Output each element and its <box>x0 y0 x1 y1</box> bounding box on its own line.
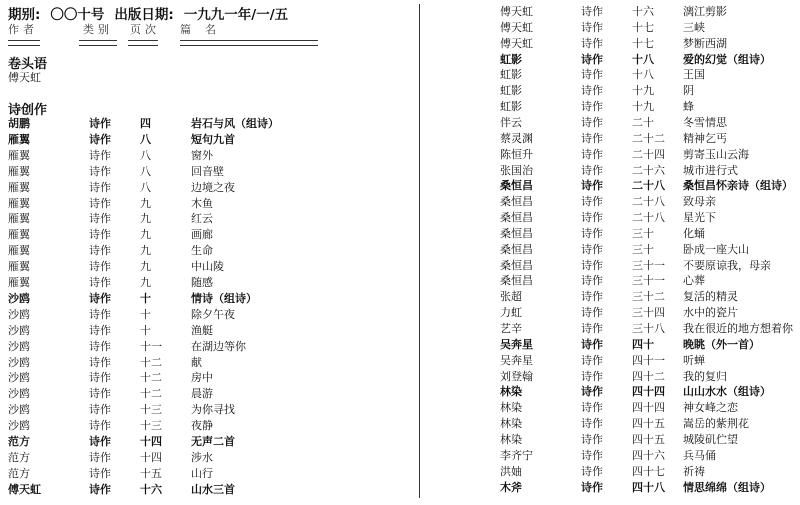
row-page: 四十五 <box>632 432 665 446</box>
row-title: 桑恒昌怀亲诗（组诗） <box>683 179 793 193</box>
row-type: 诗作 <box>89 419 111 433</box>
row-title: 渔艇 <box>191 323 213 337</box>
row-type: 诗作 <box>581 226 603 240</box>
column-divider <box>419 4 420 498</box>
row-author: 沙鸥 <box>8 339 30 353</box>
row-author: 张国治 <box>500 163 533 177</box>
section-intro-author: 傅天虹 <box>8 71 41 84</box>
row-page: 十二 <box>140 387 162 401</box>
row-author: 范方 <box>8 435 30 448</box>
row-title: 祈祷 <box>683 464 705 478</box>
table-row <box>8 180 413 196</box>
row-type: 诗作 <box>89 403 111 417</box>
row-author: 刘登翰 <box>500 369 533 383</box>
row-title: 山水三首 <box>191 482 235 496</box>
row-page: 十二 <box>140 371 162 385</box>
row-author: 虹影 <box>500 84 522 98</box>
row-title: 画廊 <box>191 228 213 242</box>
row-author: 傅天虹 <box>500 5 533 18</box>
row-type: 诗作 <box>581 195 603 209</box>
row-type: 诗作 <box>89 132 111 146</box>
row-title: 为你寻找 <box>191 403 235 417</box>
date-label: 出版日期: <box>114 7 174 23</box>
row-title: 回音壁 <box>191 164 224 178</box>
row-title: 我的复归 <box>683 369 727 383</box>
row-author: 范方 <box>8 450 30 464</box>
header-title: 篇名 <box>180 23 230 36</box>
row-author: 胡鹏 <box>8 117 30 130</box>
table-row <box>500 194 800 210</box>
row-title: 神女峰之恋 <box>683 401 738 415</box>
row-author: 吴奔星 <box>500 337 533 351</box>
row-page: 十二 <box>140 355 162 369</box>
table-row <box>8 116 413 132</box>
row-author: 雁翼 <box>8 132 30 146</box>
table-row <box>500 36 800 52</box>
table-row <box>8 323 413 339</box>
row-title: 王国 <box>683 68 705 82</box>
row-page: 十四 <box>140 435 162 448</box>
rule-page <box>128 40 158 46</box>
table-row <box>500 67 800 83</box>
row-page: 三十八 <box>632 322 665 335</box>
row-page: 三十二 <box>632 290 665 304</box>
row-author: 陈恒升 <box>500 147 533 161</box>
row-page: 二十 <box>632 115 654 129</box>
row-page: 三十一 <box>632 258 665 272</box>
row-page: 十六 <box>140 482 162 496</box>
row-title: 嵩岳的紫荆花 <box>683 417 749 431</box>
row-title: 水中的瓷片 <box>683 306 738 320</box>
row-title: 兵马俑 <box>683 448 716 462</box>
row-type: 诗作 <box>89 244 111 258</box>
row-author: 桑恒昌 <box>500 258 533 272</box>
row-page: 三十 <box>632 242 654 256</box>
row-type: 诗作 <box>581 211 603 225</box>
row-type: 诗作 <box>89 164 111 178</box>
table-row <box>8 164 413 180</box>
row-author: 伴云 <box>500 115 522 129</box>
row-author: 雁翼 <box>8 244 30 258</box>
row-author: 李齐宁 <box>500 448 533 462</box>
row-page: 十 <box>140 291 151 305</box>
table-row <box>8 450 413 466</box>
row-type: 诗作 <box>581 258 603 272</box>
table-row <box>500 464 800 480</box>
row-page: 三十一 <box>632 274 665 288</box>
row-title: 城陵矶伫望 <box>683 432 738 446</box>
row-title: 爱的幻觉（组诗） <box>683 52 771 66</box>
row-page: 十八 <box>632 68 654 82</box>
row-page: 四十六 <box>632 448 665 462</box>
row-type: 诗作 <box>89 466 111 480</box>
table-row <box>8 307 413 323</box>
row-type: 诗作 <box>581 163 603 177</box>
table-row <box>500 52 800 68</box>
row-author: 傅天虹 <box>8 482 41 496</box>
table-row <box>500 305 800 321</box>
row-type: 诗作 <box>89 212 111 226</box>
table-row <box>500 210 800 226</box>
table-row <box>8 339 413 355</box>
row-type: 诗作 <box>89 228 111 242</box>
row-author: 桑恒昌 <box>500 195 533 209</box>
header-page: 页次 <box>130 23 160 36</box>
row-type: 诗作 <box>581 290 603 304</box>
row-author: 沙鸥 <box>8 307 30 321</box>
row-type: 诗作 <box>581 20 603 34</box>
section-poetry-title: 诗创作 <box>8 103 48 118</box>
row-page: 三十 <box>632 226 654 240</box>
row-type: 诗作 <box>581 179 603 193</box>
row-author: 桑恒昌 <box>500 211 533 225</box>
row-title: 夜静 <box>191 419 213 433</box>
row-page: 四 <box>140 117 151 130</box>
issue-header <box>8 3 298 23</box>
row-type: 诗作 <box>89 196 111 210</box>
row-page: 四十 <box>632 337 654 351</box>
row-author: 雁翼 <box>8 212 30 226</box>
table-row <box>500 432 800 448</box>
table-row <box>500 480 800 496</box>
table-row <box>8 227 413 243</box>
row-author: 傅天虹 <box>500 36 533 50</box>
row-author: 张超 <box>500 290 522 304</box>
table-row <box>500 147 800 163</box>
row-author: 雁翼 <box>8 196 30 210</box>
row-type: 诗作 <box>581 417 603 431</box>
row-author: 沙鸥 <box>8 291 30 305</box>
row-author: 吴奔星 <box>500 353 533 367</box>
table-row <box>500 258 800 274</box>
section-intro-title: 卷头语 <box>8 57 48 72</box>
row-type: 诗作 <box>89 387 111 401</box>
row-title: 卧成一座大山 <box>683 242 749 256</box>
row-title: 木鱼 <box>191 196 213 210</box>
row-title: 山行 <box>191 466 213 480</box>
row-title: 晨游 <box>191 387 213 401</box>
row-page: 八 <box>140 132 151 146</box>
rule-author <box>8 40 40 46</box>
row-page: 十八 <box>632 52 654 66</box>
row-type: 诗作 <box>89 339 111 353</box>
row-type: 诗作 <box>581 36 603 50</box>
row-type: 诗作 <box>581 115 603 129</box>
row-page: 九 <box>140 260 151 274</box>
row-page: 二十八 <box>632 195 665 209</box>
rule-title <box>180 40 318 46</box>
row-author: 虹影 <box>500 100 522 114</box>
row-page: 四十七 <box>632 464 665 478</box>
row-title: 涉水 <box>191 450 213 464</box>
row-title: 星光下 <box>683 211 716 225</box>
table-row <box>500 178 800 194</box>
row-title: 听蝉 <box>683 353 705 367</box>
row-title: 边境之夜 <box>191 180 235 194</box>
row-page: 四十四 <box>632 385 665 399</box>
row-type: 诗作 <box>89 482 111 496</box>
row-type: 诗作 <box>581 147 603 161</box>
table-row <box>500 384 800 400</box>
row-title: 情思绵绵（组诗） <box>683 480 771 494</box>
row-page: 十四 <box>140 450 162 464</box>
table-row <box>500 337 800 353</box>
row-title: 城市进行式 <box>683 163 738 177</box>
table-row <box>500 226 800 242</box>
row-type: 诗作 <box>581 448 603 462</box>
row-author: 艺辛 <box>500 322 522 335</box>
row-type: 诗作 <box>581 464 603 478</box>
row-title: 情诗（组诗） <box>191 291 257 305</box>
row-type: 诗作 <box>581 84 603 98</box>
row-page: 四十五 <box>632 417 665 431</box>
row-title: 山山水水（组诗） <box>683 385 771 399</box>
row-type: 诗作 <box>89 260 111 274</box>
table-row <box>500 4 800 20</box>
table-row <box>8 132 413 148</box>
row-title: 窗外 <box>191 148 213 162</box>
row-page: 八 <box>140 180 151 194</box>
row-title: 不要原谅我，母亲 <box>683 258 771 272</box>
row-title: 阴 <box>683 84 694 98</box>
table-row <box>500 131 800 147</box>
row-author: 沙鸥 <box>8 371 30 385</box>
row-page: 十九 <box>632 100 654 114</box>
table-row <box>8 386 413 402</box>
row-page: 十 <box>140 323 151 337</box>
row-page: 十五 <box>140 466 162 480</box>
row-title: 梦断西湖 <box>683 36 727 50</box>
row-author: 洪妯 <box>500 464 522 478</box>
issue-value: 〇〇十号 <box>50 7 105 23</box>
table-row <box>8 148 413 164</box>
row-page: 九 <box>140 244 151 258</box>
table-row <box>8 275 413 291</box>
row-type: 诗作 <box>89 307 111 321</box>
row-title: 在湖边等你 <box>191 339 246 353</box>
row-author: 范方 <box>8 466 30 480</box>
row-type: 诗作 <box>89 435 111 448</box>
table-row <box>8 259 413 275</box>
row-type: 诗作 <box>89 276 111 289</box>
row-type: 诗作 <box>581 52 603 66</box>
row-author: 木斧 <box>500 480 522 494</box>
row-title: 化蛹 <box>683 226 705 240</box>
row-page: 四十四 <box>632 401 665 415</box>
row-page: 九 <box>140 196 151 210</box>
row-title: 三峡 <box>683 20 705 34</box>
row-title: 复活的精灵 <box>683 290 738 304</box>
row-title: 蜂 <box>683 100 694 114</box>
row-page: 十六 <box>632 5 654 18</box>
row-page: 二十四 <box>632 147 665 161</box>
row-type: 诗作 <box>89 117 111 130</box>
row-author: 虹影 <box>500 68 522 82</box>
row-title: 我在很近的地方想着你 <box>683 322 793 335</box>
table-row <box>500 273 800 289</box>
row-type: 诗作 <box>581 385 603 399</box>
row-title: 晚眺（外一首） <box>683 337 760 351</box>
row-author: 沙鸥 <box>8 403 30 417</box>
table-row <box>500 163 800 179</box>
row-title: 红云 <box>191 212 213 226</box>
row-page: 十三 <box>140 419 162 433</box>
row-page: 四十八 <box>632 480 665 494</box>
row-page: 九 <box>140 276 151 289</box>
table-row <box>8 434 413 450</box>
row-author: 桑恒昌 <box>500 179 533 193</box>
row-page: 二十八 <box>632 179 665 193</box>
row-title: 中山陵 <box>191 260 224 274</box>
row-title: 生命 <box>191 244 213 258</box>
row-page: 十三 <box>140 403 162 417</box>
row-type: 诗作 <box>581 100 603 114</box>
rule-type <box>79 40 117 46</box>
row-page: 二十二 <box>632 131 665 145</box>
row-type: 诗作 <box>89 355 111 369</box>
row-author: 雁翼 <box>8 148 30 162</box>
row-author: 雁翼 <box>8 164 30 178</box>
row-type: 诗作 <box>581 306 603 320</box>
row-title: 心葬 <box>683 274 705 288</box>
row-page: 四十一 <box>632 353 665 367</box>
row-type: 诗作 <box>581 131 603 145</box>
row-type: 诗作 <box>581 337 603 351</box>
row-type: 诗作 <box>89 450 111 464</box>
table-row <box>8 402 413 418</box>
row-type: 诗作 <box>89 180 111 194</box>
row-author: 桑恒昌 <box>500 274 533 288</box>
row-page: 十九 <box>632 84 654 98</box>
row-type: 诗作 <box>581 432 603 446</box>
row-author: 力虹 <box>500 306 522 320</box>
table-row <box>8 370 413 386</box>
row-title: 除夕午夜 <box>191 307 235 321</box>
table-row <box>500 400 800 416</box>
table-row <box>500 321 800 337</box>
table-row <box>500 416 800 432</box>
row-type: 诗作 <box>89 323 111 337</box>
row-type: 诗作 <box>581 353 603 367</box>
date-value: 一九九一年/一/五 <box>183 7 289 23</box>
issue-label: 期别: <box>8 7 41 23</box>
row-page: 十七 <box>632 36 654 50</box>
table-row <box>8 291 413 307</box>
row-type: 诗作 <box>89 291 111 305</box>
table-row <box>500 99 800 115</box>
table-row <box>8 418 413 434</box>
table-row <box>8 243 413 259</box>
row-page: 十七 <box>632 20 654 34</box>
row-title: 房中 <box>191 371 213 385</box>
row-title: 致母亲 <box>683 195 716 209</box>
row-title: 献 <box>191 355 202 369</box>
row-title: 岩石与风（组诗） <box>191 117 279 130</box>
table-row <box>8 466 413 482</box>
header-author: 作者 <box>8 23 38 36</box>
row-type: 诗作 <box>581 401 603 415</box>
table-row <box>500 448 800 464</box>
table-row <box>500 353 800 369</box>
row-author: 雁翼 <box>8 228 30 242</box>
row-page: 三十四 <box>632 306 665 320</box>
row-author: 傅天虹 <box>500 20 533 34</box>
row-title: 无声二首 <box>191 435 235 448</box>
row-type: 诗作 <box>581 322 603 335</box>
row-type: 诗作 <box>581 480 603 494</box>
row-type: 诗作 <box>89 371 111 385</box>
row-author: 沙鸥 <box>8 355 30 369</box>
row-page: 四十二 <box>632 369 665 383</box>
row-type: 诗作 <box>581 369 603 383</box>
table-row <box>500 83 800 99</box>
row-author: 桑恒昌 <box>500 226 533 240</box>
row-author: 雁翼 <box>8 276 30 289</box>
row-author: 桑恒昌 <box>500 242 533 256</box>
row-type: 诗作 <box>581 5 603 18</box>
row-author: 林染 <box>500 385 522 399</box>
table-row <box>8 355 413 371</box>
row-page: 九 <box>140 228 151 242</box>
row-author: 沙鸥 <box>8 387 30 401</box>
header-type: 类别 <box>83 23 113 36</box>
row-page: 八 <box>140 148 151 162</box>
row-page: 二十八 <box>632 211 665 225</box>
row-author: 雁翼 <box>8 180 30 194</box>
row-author: 沙鸥 <box>8 419 30 433</box>
row-title: 漓江剪影 <box>683 5 727 18</box>
row-author: 沙鸥 <box>8 323 30 337</box>
row-type: 诗作 <box>89 148 111 162</box>
row-title: 精神乞丐 <box>683 131 727 145</box>
row-title: 短句九首 <box>191 132 235 146</box>
row-page: 十 <box>140 307 151 321</box>
table-row <box>8 196 413 212</box>
row-title: 剪寄玉山云海 <box>683 147 749 161</box>
column-headers <box>8 21 413 35</box>
row-page: 二十六 <box>632 163 665 177</box>
row-page: 八 <box>140 164 151 178</box>
row-page: 十一 <box>140 339 162 353</box>
row-author: 林染 <box>500 401 522 415</box>
table-row <box>500 242 800 258</box>
row-author: 林染 <box>500 417 522 431</box>
row-author: 林染 <box>500 432 522 446</box>
table-row <box>500 289 800 305</box>
table-row <box>8 482 413 498</box>
row-author: 虹影 <box>500 52 522 66</box>
table-row <box>500 20 800 36</box>
table-row <box>500 369 800 385</box>
row-author: 蔡灵渊 <box>500 131 533 145</box>
row-type: 诗作 <box>581 274 603 288</box>
row-author: 雁翼 <box>8 260 30 274</box>
row-title: 随感 <box>191 276 213 289</box>
table-row <box>8 211 413 227</box>
row-title: 冬雪情思 <box>683 115 727 129</box>
row-type: 诗作 <box>581 68 603 82</box>
table-row <box>500 115 800 131</box>
row-page: 九 <box>140 212 151 226</box>
row-type: 诗作 <box>581 242 603 256</box>
